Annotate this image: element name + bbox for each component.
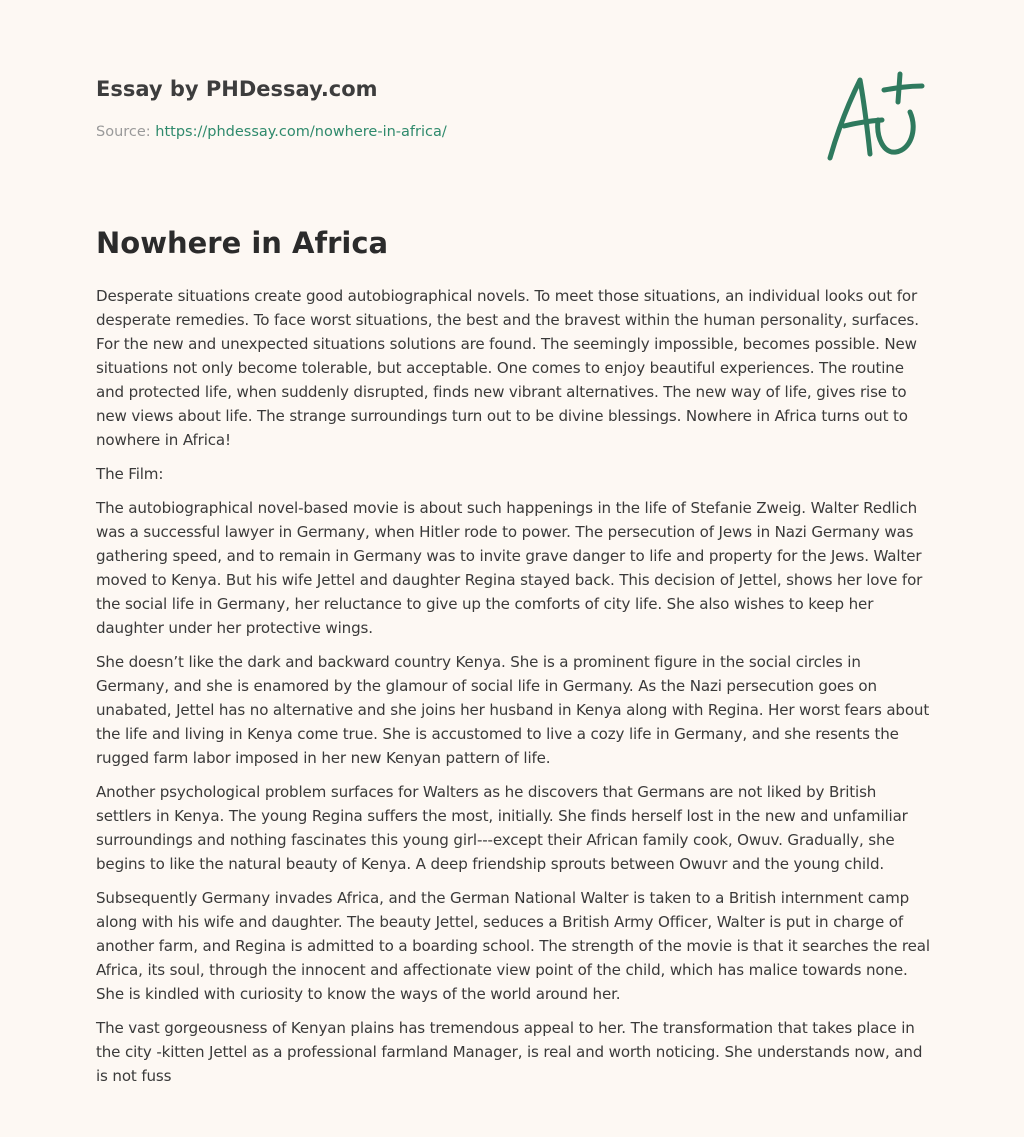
essay-title: Nowhere in Africa [96,226,389,260]
site-title: Essay by PHDessay.com [96,77,378,101]
paragraph: The Film: [96,465,164,483]
source-label: Source: [96,124,151,140]
paragraph: The vast gorgeousness of Kenyan plains has tremendous appeal to her. The transformation that takes place in the city -kitten Jettel as a professional farmland Manager, is real and worth noticing. She understands now, and is not fuss [96,1019,923,1085]
source-line [96,124,447,140]
essay-body [96,284,932,1098]
a-plus-grade-icon [820,68,928,166]
paragraph: Another psychological problem surfaces for Walters as he discovers that Germans are not liked by British settlers in Kenya. The young Regina suffers the most, initially. She finds herself lost in the new and unfamiliar surroundings and nothing fascinates this young girl---except their African family cook, Owuv. Gradually, she begins to like the natural beauty of Kenya. A deep friendship sprouts between Owuvr and the young child. [96,783,908,873]
paragraph: Desperate situations create good autobiographical novels. To meet those situations, an individual looks out for desperate remedies. To face worst situations, the best and the bravest within the human personality, surfaces. For the new and unexpected situations solutions are found. The seemingly impossible, becomes possible. New situations not only become tolerable, but acceptable. One comes to enjoy beautiful experiences. The routine and protected life, when suddenly disrupted, finds new vibrant alternatives. The new way of life, gives rise to new views about life. The strange surroundings turn out to be divine blessings. Nowhere in Africa turns out to nowhere in Africa! [96,287,919,449]
source-link[interactable]: https://phdessay.com/nowhere-in-africa/ [155,124,447,140]
paragraph: Subsequently Germany invades Africa, and the German National Walter is taken to a British internment camp along with his wife and daughter. The beauty Jettel, seduces a British Army Officer, Walter is put in charge of another farm, and Regina is admitted to a boarding school. The strength of the movie is that it searches the real Africa, its soul, through the innocent and affectionate view point of the child, which has malice towards none. She is kindled with curiosity to know the ways of the world around her. [96,889,930,1003]
paragraph: The autobiographical novel-based movie is about such happenings in the life of Stefanie Zweig. Walter Redlich was a successful lawyer in Germany, when Hitler rode to power. The persecution of Jews in Nazi Germany was gathering speed, and to remain in Germany was to invite grave danger to life and property for the Jews. Walter moved to Kenya. But his wife Jettel and daughter Regina stayed back. This decision of Jettel, shows her love for the social life in Germany, her reluctance to give up the comforts of city life. She also wishes to keep her daughter under her protective wings. [96,499,923,637]
paragraph: She doesn’t like the dark and backward country Kenya. She is a prominent figure in the social circles in Germany, and she is enamored by the glamour of social life in Germany. As the Nazi persecution goes on unabated, Jettel has no alternative and she joins her husband in Kenya along with Regina. Her worst fears about the life and living in Kenya come true. She is accustomed to live a cozy life in Germany, and she resents the rugged farm labor imposed in her new Kenyan pattern of life. [96,653,930,767]
